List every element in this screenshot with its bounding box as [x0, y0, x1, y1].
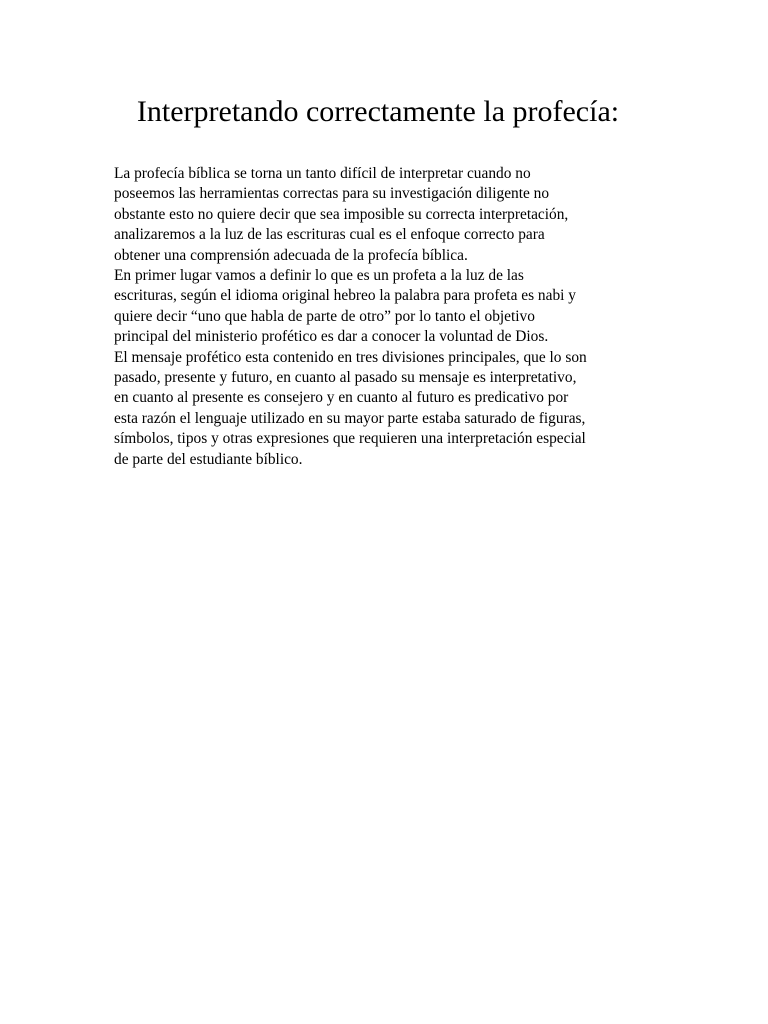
- text-line: poseemos las herramientas correctas para su investigación diligente no: [114, 185, 550, 203]
- text-line: escrituras, según el idioma original hebreo la palabra para profeta es nabi y: [114, 287, 576, 305]
- document-title: Interpretando correctamente la profecía:: [136, 95, 620, 128]
- text-line: pasado, presente y futuro, en cuanto al pasado su mensaje es interpretativo,: [114, 369, 577, 387]
- text-line: La profecía bíblica se torna un tanto difícil de interpretar cuando no: [114, 165, 531, 182]
- text-line: El mensaje profético esta contenido en tres divisiones principales, que lo son: [114, 348, 587, 366]
- text-line: principal del ministerio profético es dar a conocer la voluntad de Dios.: [114, 328, 549, 346]
- document-body: [114, 164, 674, 470]
- text-line: de parte del estudiante bíblico.: [114, 450, 303, 468]
- text-line: quiere decir “uno que habla de parte de otro” por lo tanto el objetivo: [114, 307, 535, 325]
- text-line: en cuanto al presente es consejero y en cuanto al futuro es predicativo por: [114, 389, 569, 407]
- text-line: obstante esto no quiere decir que sea imposible su correcta interpretación,: [114, 205, 569, 223]
- text-line: símbolos, tipos y otras expresiones que requieren una interpretación especial: [114, 430, 586, 448]
- text-line: En primer lugar vamos a definir lo que es un profeta a la luz de las: [114, 267, 524, 285]
- text-line: analizaremos a la luz de las escrituras cual es el enfoque correcto para: [114, 226, 545, 244]
- text-line: esta razón el lenguaje utilizado en su mayor parte estaba saturado de figuras,: [114, 409, 586, 427]
- text-line: obtener una comprensión adecuada de la profecía bíblica.: [114, 246, 468, 264]
